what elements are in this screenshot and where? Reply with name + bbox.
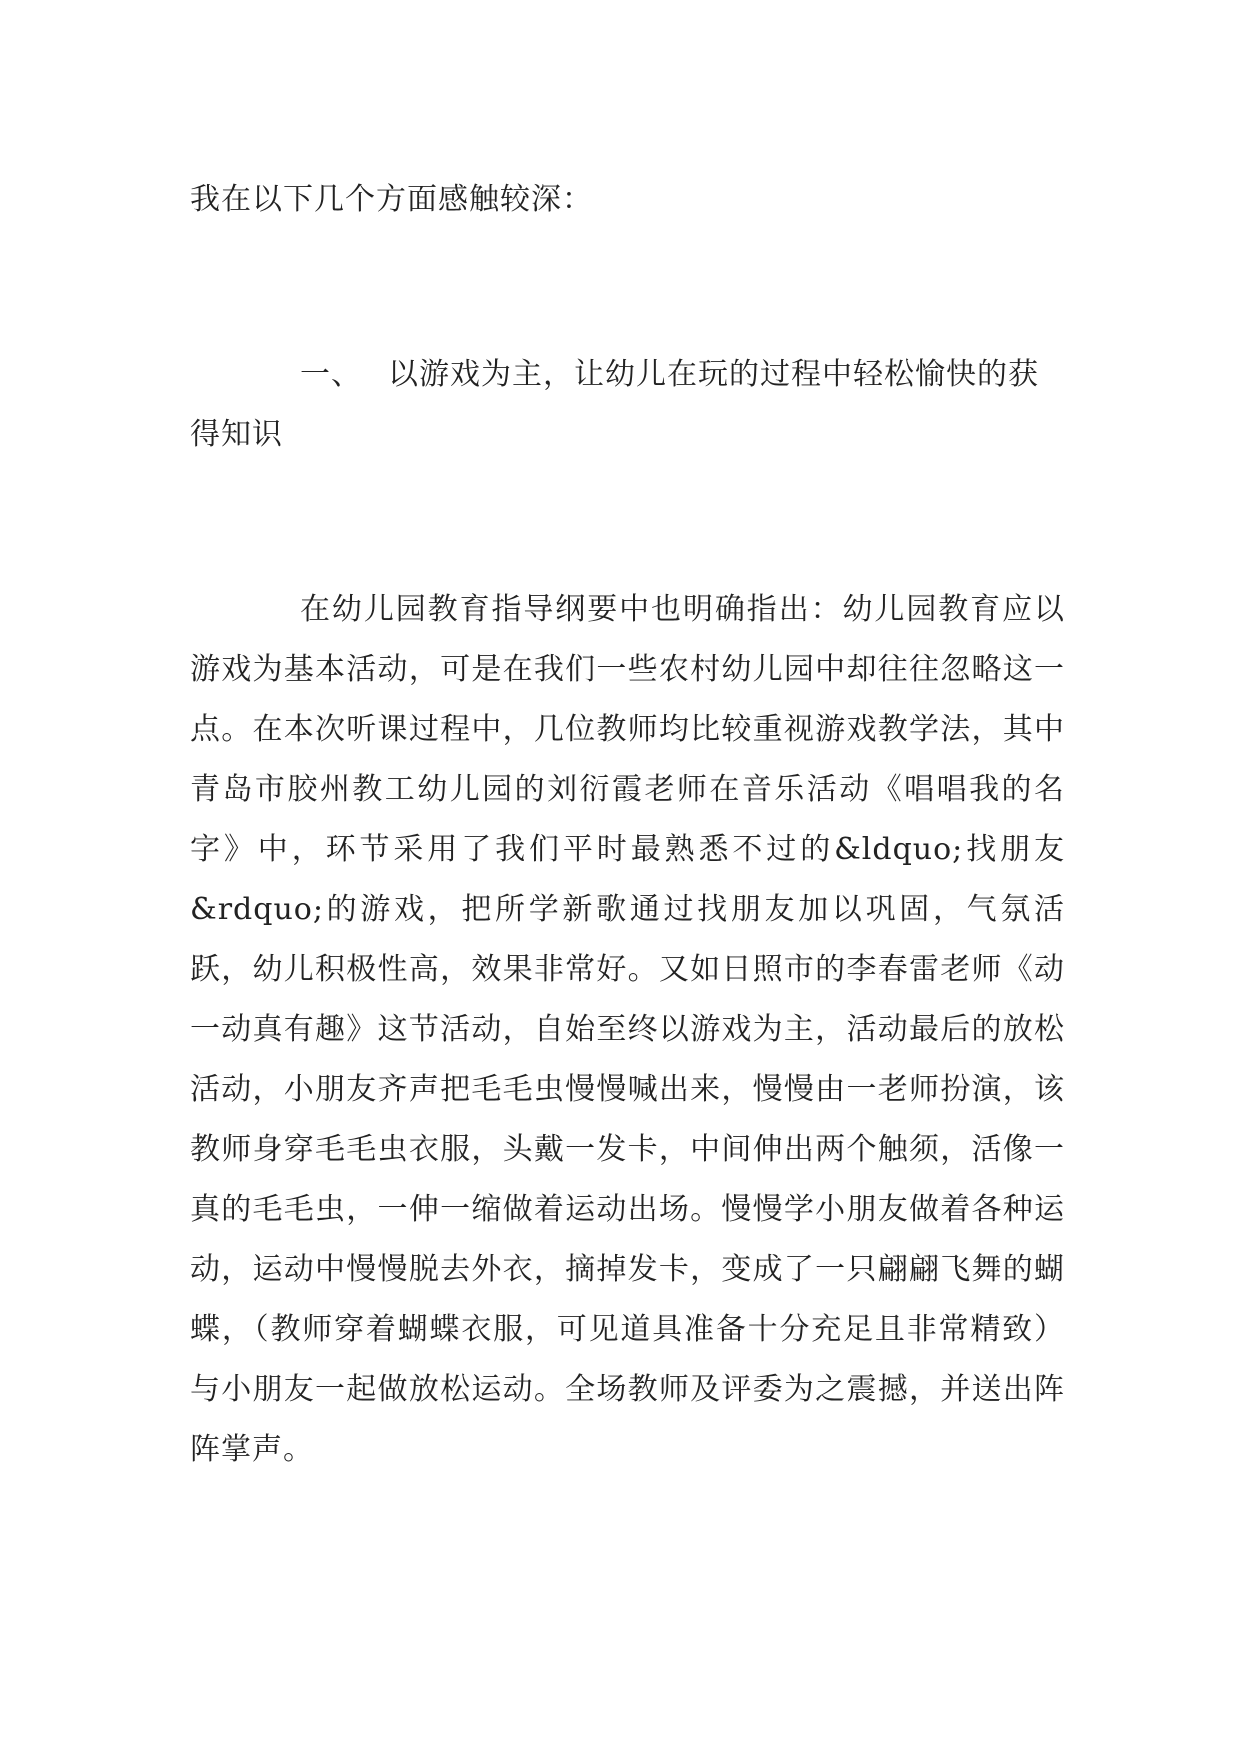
body-paragraph: 在幼儿园教育指导纲要中也明确指出：幼儿园教育应以游戏为基本活动，可是在我们一些农村幼儿园中却往往忽略这一点。在本次听课过程中，几位教师均比较重视游戏教学法，其中青岛市胶州教工幼儿园的刘衍霞老师在音乐活动《唱唱我的名字》中，环节采用了我们平时最熟悉不过的&ldquo;找朋友&rdquo;的游戏，把所学新歌通过找朋友加以巩固，气氛活跃，幼儿积极性高，效果非常好。又如日照市的李春雷老师《动一动真有趣》这节活动，自始至终以游戏为主，活动最后的放松活动，小朋友齐声把毛毛虫慢慢喊出来，慢慢由一老师扮演，该教师身穿毛毛虫衣服，头戴一发卡，中间伸出两个触须，活像一真的毛毛虫，一伸一缩做着运动出场。慢慢学小朋友做着各种运动，运动中慢慢脱去外衣，摘掉发卡，变成了一只翩翩飞舞的蝴蝶，（教师穿着蝴蝶衣服，可见道具准备十分充足且非常精致）与小朋友一起做放松运动。全场教师及评委为之震撼，并送出阵阵掌声。: [190, 592, 1065, 1467]
section-title: 以游戏为主，让幼儿在玩的过程中轻松愉快的获得知识: [190, 357, 1039, 452]
section-heading: [190, 345, 1065, 465]
document-content: [190, 170, 1065, 1480]
intro-line: 我在以下几个方面感触较深：: [190, 182, 593, 217]
section-number: 一、: [300, 357, 362, 392]
